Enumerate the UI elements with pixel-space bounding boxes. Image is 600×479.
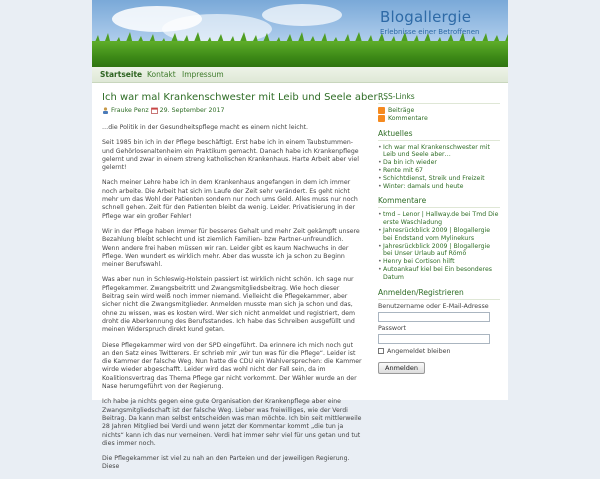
- recent-heading: Aktuelles: [378, 129, 500, 141]
- comment-link[interactable]: Jahresrückblick 2009 | Blogallergie bei Endstand vom Mylinekurs: [383, 226, 491, 242]
- list-item: [378, 167, 500, 175]
- site-description: Erlebnisse einer Betroffenen: [380, 28, 480, 36]
- recent-post-link[interactable]: Ich war mal Krankenschwester mit Leib und Seele aber…: [383, 143, 490, 159]
- comment-link[interactable]: Autoankauf kiel bei Ein besonderes Datum: [383, 265, 492, 281]
- post-date: 29. September 2017: [159, 107, 225, 114]
- rss-link-posts[interactable]: Beiträge: [388, 107, 415, 114]
- recent-post-link[interactable]: Da bin ich wieder: [383, 159, 437, 167]
- post-body: [102, 124, 362, 472]
- post-paragraph: Seit 1985 bin ich in der Pflege beschäftigt. Erst habe ich in einem Taubstummen- und Gehörlosenaltenheim ein Praktikum gemacht. Danach habe ich Krankenpflege gelernt und zwar in einem streng katholischen Krankenhaus. Harte Arbeit aber viel gelernt!: [102, 139, 359, 172]
- list-item: [378, 211, 500, 227]
- list-item: [378, 243, 500, 259]
- comment-link[interactable]: Jahresrückblick 2009 | Blogallergie bei Unser Urlaub auf Römö: [383, 242, 491, 258]
- comment-link[interactable]: tmd – Lenor | Hallway.de bei Tmd Die erste Waschladung: [383, 211, 499, 227]
- list-item: [378, 266, 500, 282]
- post-paragraph: Diese Pflegekammer wird von der SPD eingeführt. Da erinnere ich mich noch gut an den Satz eines Twitterers. Er schrieb mir „wir tun was für die Pflege“. Leider ist die Kammer der falsche Weg. Nun hatte die CDU ein Wahlversprechen: die Kammer wirde wieder abgeschafft. Leider wird das wohl nicht der Fall sein, da im Koalitionsvertrag das Thema Pflege gar nicht vorkommt. Der Wähler wurde an der Nase herumgeführt von der Regierung.: [102, 341, 362, 391]
- comment-link[interactable]: Henry bei Cortison hilft: [383, 258, 455, 266]
- rss-icon: [378, 107, 385, 114]
- list-item: [378, 183, 500, 191]
- nav-kontakt[interactable]: Kontakt: [147, 70, 176, 79]
- post-paragraph: Die Pflegekammer ist viel zu nah an den Parteien und der jeweiligen Regierung. Diese: [102, 455, 350, 471]
- list-item: [378, 258, 500, 266]
- calendar-icon: [151, 107, 158, 114]
- rss-icon: [378, 115, 385, 122]
- recent-post-link[interactable]: Schichtdienst, Streik und Freizeit: [383, 174, 485, 182]
- sidebar: [378, 92, 500, 374]
- post-content: [102, 92, 388, 479]
- list-item: [378, 227, 500, 243]
- recent-posts-list: [378, 144, 500, 191]
- rss-item[interactable]: [378, 107, 500, 115]
- password-label: Passwort: [378, 324, 406, 332]
- rss-heading: RSS-Links: [378, 92, 500, 104]
- post-paragraph: Was aber nun in Schleswig-Holstein passiert ist wirklich nicht schön. Ich sage nur Pflegekammer. Zwangsbeitritt und Zwangsmitgliedsbeitrag. Wie hoch dieser Beitrag sein wird weiß noch immer niemand. Vielleicht die Pflegekammer, aber sicher nicht die Zwangsmitglieder. Anmelden musste man sich ja schon und das, ohne zu wissen, was es kosten wird. Wer sich nicht anmeldet und registriert, dem droht die Aberkennung des Berufsstandes. Ich habe das Schreiben ausgefüllt und meinen Widerspruch direkt kund getan.: [102, 276, 356, 334]
- page-wrapper: [92, 0, 508, 471]
- username-input[interactable]: [378, 312, 490, 322]
- recent-comments-list: [378, 211, 500, 281]
- user-icon: [102, 107, 109, 114]
- post-paragraph: Wir in der Pflege haben immer für besseres Gehalt und mehr Zeit gekämpft unsere Bezahlung bleibt schlecht und ist ziemlich Familien- bzw Partner-unfreundlich. Wenn andere frei haben müssen wir ran. Leider gibt es kaum Nachwuchs in der Pflege. Wen wundert es wirklich mehr. Aber das wusste ich ja schon zu Beginn meiner Berufswahl.: [102, 227, 360, 269]
- post-meta: [102, 107, 362, 114]
- nav-startseite[interactable]: Startseite: [100, 70, 143, 79]
- password-input[interactable]: [378, 334, 490, 344]
- list-item: [378, 159, 500, 167]
- post-paragraph: …die Politik in der Gesundheitspflege macht es einem nicht leicht.: [102, 124, 309, 131]
- nav-impressum[interactable]: Impressum: [182, 70, 224, 79]
- remember-label: Angemeldet bleiben: [387, 347, 451, 355]
- login-button[interactable]: Anmelden: [378, 362, 425, 374]
- post-paragraph: Nach meiner Lehre habe ich in dem Krankenhaus angefangen in dem ich immer noch arbeite. Die Arbeit hat sich im Laufe der Zeit sehr verändert. Es geht nicht mehr um das Wohl der Patienten sondern nur noch ums Geld. Alles muss nur noch schnell gehen. Zeit für den Patienten bleibt da wenig. Leider. Privatisierung in der Pflege war ein großer Fehler!: [102, 179, 358, 220]
- site-title[interactable]: Blogallergie: [380, 8, 472, 26]
- rss-list: [378, 107, 500, 123]
- remember-checkbox[interactable]: [378, 348, 384, 354]
- username-label: Benutzername oder E-Mail-Adresse: [378, 302, 489, 310]
- login-heading: Anmelden/Registrieren: [378, 288, 500, 300]
- main-navigation: [92, 67, 508, 83]
- post-paragraph: Ich habe ja nichts gegen eine gute Organisation der Krankenpflege aber eine Zwangsmitgliedschaft ist der falsche Weg. Lieber was freiwilliges, wie der Verdi Beitrag. Da kann man selbst entscheiden was man möchte. Ich bin seit mittlerweile 28 Jahren Mitglied bei Verdi und wenn jetzt der Kommentar kommt „die tun ja nichts“ kann ich das nur verneinen. Verdi hat immer sehr viel für uns getan und tut dies immer noch.: [102, 398, 362, 447]
- remember-me: [378, 348, 500, 355]
- recent-post-link[interactable]: Winter: damals und heute: [383, 182, 464, 190]
- rss-link-comments[interactable]: Kommentare: [388, 114, 428, 122]
- recent-post-link[interactable]: Rente mit 67: [383, 166, 423, 174]
- header-banner: [92, 0, 508, 67]
- post-title[interactable]: Ich war mal Krankenschwester mit Leib und Seele aber…: [102, 92, 388, 103]
- rss-item[interactable]: [378, 115, 500, 123]
- list-item: [378, 175, 500, 183]
- post-author[interactable]: Frauke Penz: [111, 107, 149, 114]
- list-item: [378, 144, 500, 160]
- comments-heading: Kommentare: [378, 196, 500, 208]
